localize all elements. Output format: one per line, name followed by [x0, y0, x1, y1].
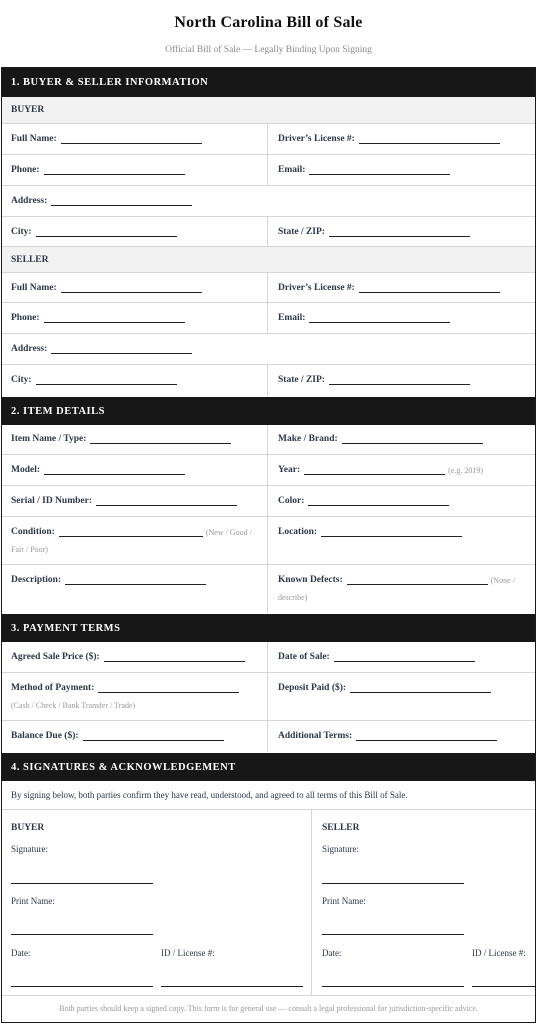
seller-state-zip-label: State / ZIP: — [278, 375, 325, 385]
item-row-condition — [2, 517, 535, 565]
seller-signature-field[interactable] — [322, 883, 464, 884]
buyer-date-field[interactable] — [11, 986, 153, 987]
seller-phone-field[interactable] — [44, 312, 185, 323]
location-field[interactable] — [321, 526, 462, 537]
model-field[interactable] — [44, 464, 185, 475]
seller-signature-label: Signature: — [322, 844, 359, 854]
balance-field[interactable] — [83, 730, 224, 741]
seller-signature-column — [312, 810, 535, 995]
acknowledgement-text: By signing below, both parties confirm they have read, understood, and agreed to all terms of this Bill of Sale. — [2, 781, 535, 810]
buyer-phone-field[interactable] — [44, 164, 185, 175]
method-field[interactable] — [98, 682, 239, 693]
seller-row-city — [2, 365, 535, 396]
seller-phone-label: Phone: — [11, 313, 40, 323]
item-row-description — [2, 565, 535, 613]
buyer-full-name-label: Full Name: — [11, 134, 57, 144]
defects-hint-a: (None / — [490, 576, 515, 585]
signature-block — [2, 810, 535, 996]
section-header-item-details: 2. ITEM DETAILS — [2, 397, 535, 425]
deposit-field[interactable] — [350, 682, 491, 693]
seller-email-label: Email: — [278, 313, 306, 323]
buyer-signature-label: Signature: — [11, 844, 48, 854]
buyer-email-field[interactable] — [309, 164, 450, 175]
year-hint: (e.g. 2019) — [448, 466, 484, 475]
method-label: Method of Payment: — [11, 683, 95, 693]
item-row-name — [2, 425, 535, 455]
item-name-label: Item Name / Type: — [11, 434, 87, 444]
condition-label: Condition: — [11, 527, 55, 537]
item-row-serial — [2, 486, 535, 517]
condition-hint-a: (New / Good / — [205, 528, 252, 537]
buyer-state-zip-label: State / ZIP: — [278, 227, 325, 237]
payment-row-price — [2, 642, 535, 673]
buyer-license-field[interactable] — [359, 133, 500, 144]
known-defects-label: Known Defects: — [278, 575, 343, 585]
buyer-row-address — [2, 186, 535, 217]
condition-hint-b: Fair / Poor) — [11, 545, 48, 554]
additional-terms-field[interactable] — [356, 730, 497, 741]
bill-of-sale-form — [1, 67, 536, 1023]
make-brand-field[interactable] — [342, 433, 483, 444]
sale-price-label: Agreed Sale Price ($): — [11, 652, 100, 662]
buyer-signature-title: BUYER — [11, 823, 45, 833]
seller-state-zip-field[interactable] — [329, 374, 470, 385]
buyer-email-label: Email: — [278, 165, 306, 175]
seller-full-name-field[interactable] — [61, 282, 202, 293]
date-of-sale-field[interactable] — [334, 651, 475, 662]
document-title: North Carolina Bill of Sale — [174, 14, 363, 31]
buyer-id-field[interactable] — [161, 986, 303, 987]
description-field[interactable] — [65, 574, 206, 585]
seller-address-field[interactable] — [51, 343, 192, 354]
seller-subheader: SELLER — [2, 247, 535, 273]
seller-full-name-label: Full Name: — [11, 283, 57, 293]
buyer-row-contact — [2, 155, 535, 186]
seller-address-label: Address: — [11, 344, 48, 354]
buyer-signature-field[interactable] — [11, 883, 153, 884]
seller-license-label: Driver’s License #: — [278, 283, 355, 293]
defects-hint-b: describe) — [278, 593, 308, 602]
buyer-address-label: Address: — [11, 196, 48, 206]
buyer-address-field[interactable] — [51, 195, 192, 206]
buyer-phone-label: Phone: — [11, 165, 40, 175]
buyer-signature-column — [2, 810, 312, 995]
seller-row-name — [2, 273, 535, 303]
seller-row-address — [2, 334, 535, 365]
seller-print-name-label: Print Name: — [322, 896, 366, 906]
serial-label: Serial / ID Number: — [11, 496, 93, 506]
buyer-city-label: City: — [11, 227, 32, 237]
section-header-payment-terms: 3. PAYMENT TERMS — [2, 614, 535, 642]
buyer-full-name-field[interactable] — [61, 133, 202, 144]
section-header-buyer-seller: 1. BUYER & SELLER INFORMATION — [2, 68, 535, 97]
seller-license-field[interactable] — [359, 282, 500, 293]
item-row-model — [2, 455, 535, 486]
seller-date-field[interactable] — [322, 986, 464, 987]
buyer-id-label: ID / License #: — [161, 948, 215, 958]
seller-id-label: ID / License #: — [472, 948, 526, 958]
buyer-state-zip-field[interactable] — [329, 226, 470, 237]
seller-city-label: City: — [11, 375, 32, 385]
seller-email-field[interactable] — [309, 312, 450, 323]
color-field[interactable] — [308, 495, 449, 506]
seller-date-label: Date: — [322, 948, 342, 958]
buyer-print-name-label: Print Name: — [11, 896, 55, 906]
color-label: Color: — [278, 496, 305, 506]
payment-row-method — [2, 673, 535, 721]
section-header-signatures: 4. SIGNATURES & ACKNOWLEDGEMENT — [2, 753, 535, 781]
buyer-date-label: Date: — [11, 948, 31, 958]
document-subtitle: Official Bill of Sale — Legally Binding Upon Signing — [165, 45, 372, 55]
method-hint: (Cash / Check / Bank Transfer / Trade) — [11, 701, 136, 710]
footer-note: Both parties should keep a signed copy. This form is for general use — consult a legal professional for jurisdiction-specific advice. — [59, 1004, 478, 1013]
model-label: Model: — [11, 465, 41, 475]
make-brand-label: Make / Brand: — [278, 434, 338, 444]
sale-price-field[interactable] — [104, 651, 245, 662]
seller-print-name-field[interactable] — [322, 934, 464, 935]
payment-row-balance — [2, 721, 535, 752]
item-name-field[interactable] — [90, 433, 231, 444]
buyer-subheader: BUYER — [2, 97, 535, 124]
buyer-city-field[interactable] — [36, 226, 177, 237]
balance-label: Balance Due ($): — [11, 731, 79, 741]
seller-row-contact — [2, 303, 535, 334]
buyer-row-city — [2, 217, 535, 247]
serial-field[interactable] — [96, 495, 237, 506]
additional-terms-label: Additional Terms: — [278, 731, 353, 741]
seller-id-field[interactable] — [472, 986, 535, 987]
date-of-sale-label: Date of Sale: — [278, 652, 330, 662]
year-label: Year: — [278, 465, 301, 475]
year-field[interactable] — [304, 464, 445, 475]
buyer-license-label: Driver’s License #: — [278, 134, 355, 144]
deposit-label: Deposit Paid ($): — [278, 683, 347, 693]
known-defects-field[interactable] — [347, 574, 488, 585]
buyer-row-name — [2, 124, 535, 155]
seller-signature-title: SELLER — [322, 823, 360, 833]
location-label: Location: — [278, 527, 318, 537]
condition-field[interactable] — [59, 526, 203, 537]
description-label: Description: — [11, 575, 62, 585]
buyer-print-name-field[interactable] — [11, 934, 153, 935]
seller-city-field[interactable] — [36, 374, 177, 385]
